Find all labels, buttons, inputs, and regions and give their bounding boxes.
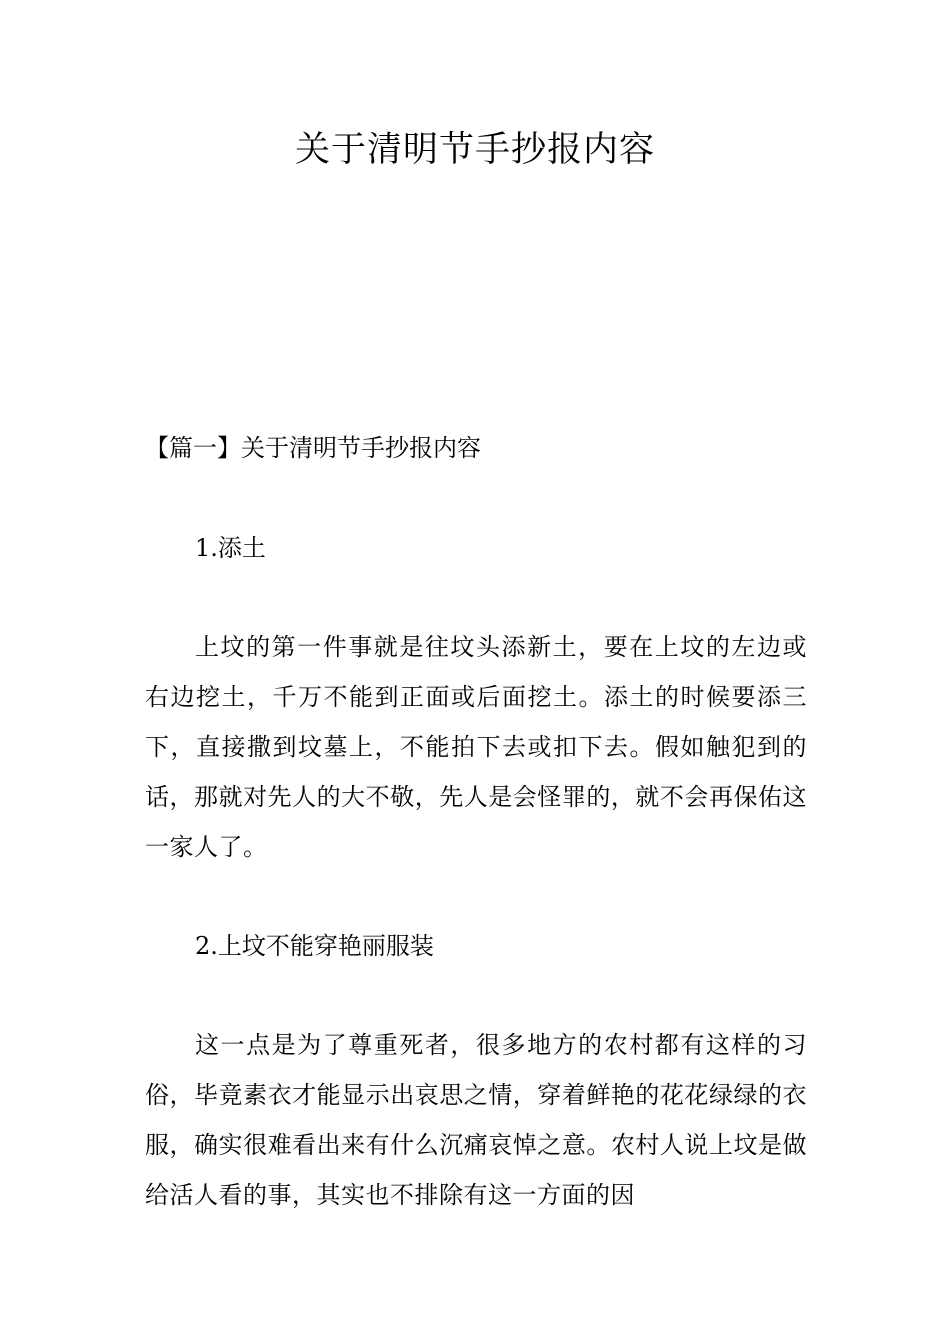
item-heading-2: 2.上坟不能穿艳丽服装 [195, 932, 434, 960]
document-title: 关于清明节手抄报内容 [294, 130, 655, 170]
section-heading: 【篇一】关于清明节手抄报内容 [145, 434, 481, 462]
item-paragraph-2: 这一点是为了尊重死者，很多地方的农村都有这样的习俗，毕竟素衣才能显示出哀思之情，穿着鲜艳的花花绿绿的衣服，确实很难看出来有什么沉痛哀悼之意。农村人说上坟是做给活人看的事，其实也不排除有这一方面的因 [145, 1031, 807, 1209]
item-heading-1: 1.添土 [195, 534, 266, 562]
item-paragraph-1: 上坟的第一件事就是往坟头添新土，要在上坟的左边或右边挖土，千万不能到正面或后面挖土。添土的时候要添三下，直接撒到坟墓上，不能拍下去或扣下去。假如触犯到的话，那就对先人的大不敬，先人是会怪罪的，就不会再保佑这一家人了。 [145, 633, 807, 861]
